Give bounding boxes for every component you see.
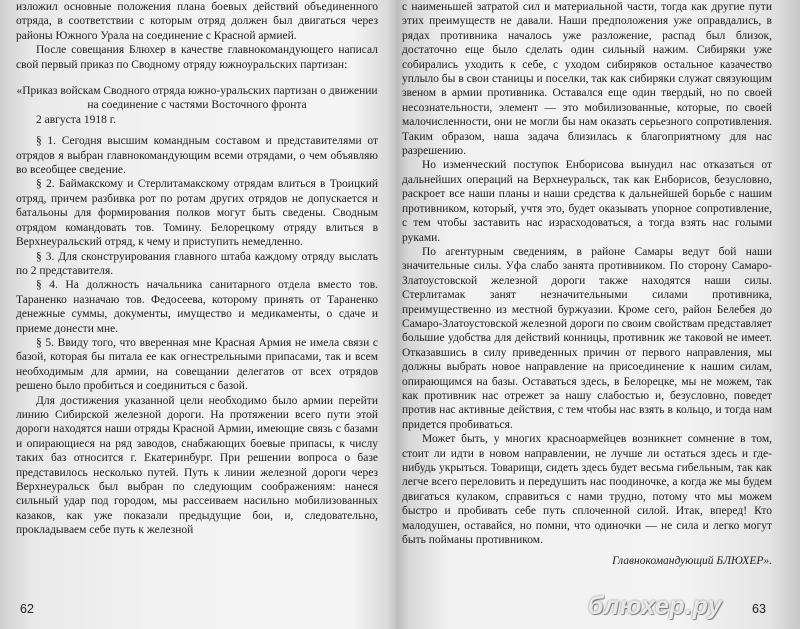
paragraph: § 3. Для сконструирования главного штаба каждому отряду выслать по 2 представителя. xyxy=(16,250,378,277)
paragraph: § 4. На должность начальника санитарного отдела вместо тов. Тараненко назначаю тов. Федосеева, которому принять от Тараненко денежные суммы, документы, имущество и медикаменты, о сдаче и приеме донести мне. xyxy=(16,279,378,335)
left-page xyxy=(16,0,378,538)
order-heading: «Приказ войскам Сводного отряда южно-уральских партизан о движении на соединение с частями Восточного фронта xyxy=(16,85,378,112)
order-date: 2 августа 1918 г. xyxy=(36,113,117,126)
paragraph: Но изменческий поступок Енборисова вынудил нас отказаться от дальнейших операций на Верхнеуральск, так как Енборисов, безусловно, раскроет все наши планы и наши средства к дальнейшей борьбе с нашим противником, который, учтя это, будет оказывать упорное сопротивление, с тем чтобы заставить нас израсходоваться, а тогда взять нас голыми руками. xyxy=(402,159,772,244)
signature: Главнокомандующий БЛЮХЕР». xyxy=(612,555,772,568)
paragraph: Может быть, у многих красноармейцев возникнет сомнение в том, стоит ли идти в новом направлении, не лучше ли остаться здесь и где-нибудь укрыться. Товарищи, сидеть здесь будет весьма гибельным, так как легче всего переловить и передушить нас поодиночке, а когда же мы будем двигаться кулаком, справиться с нами трудно, потому что мы можем быстро и пробивать себе путь сплоченной силой. Итак, вперед! Кто малодушен, оставайся, но помни, что одиночки — не сила и легко могут быть пойманы противником. xyxy=(402,433,772,547)
paragraph: Для достижения указанной цели необходимо было армии перейти линию Сибирской железной дороги. На протяжении всего пути этой дороги находятся наши отряды Красной Армии, имеющие связь с базами и опирающиеся на ряд заводов, снабжающих боевые припасы, к числу таких баз относится г. Екатеринбург. При решении вопроса о базе представилось несколько путей. Путь к линии железной дороги через Верхнеуральск был выбран по следующим соображениям: нанеся сильный удар под городом, мы рассеиваем насильно мобилизованных казаков, как уже показали предыдущие бои, и, следовательно, прокладываем себе путь к железной xyxy=(16,394,378,537)
page-number-right: 63 xyxy=(752,602,766,616)
paragraph: изложил основные положения плана боевых действий объединенного отряда, в соответствии с которым отряд должен был двигаться через районы Южного Урала на соединение с Красной армией. xyxy=(16,1,378,42)
watermark-logo: блюхер.ру xyxy=(588,592,723,620)
paragraph: После совещания Блюхер в качестве главнокомандующего написал свой первый приказ по Сводному отряду южноуральских партизан: xyxy=(16,44,378,71)
paragraph: § 5. Ввиду того, что вверенная мне Красная Армия не имела связи с базой, которая бы питала ее как огнестрельными припасами, так и всем необходимым для армии, на совещании делегатов от всех отрядов решено было пробиться и соединиться с базой. xyxy=(16,336,378,393)
page-number-left: 62 xyxy=(20,602,34,616)
paragraph: § 1. Сегодня высшим командным составом и представителями от отрядов я выбран главнокомандующим всеми отрядами, о чем объявляю во всеобщее сведение. xyxy=(16,135,378,177)
right-page xyxy=(402,0,772,569)
paragraph: § 2. Баймакскому и Стерлитамакскому отрядам влиться в Троицкий отряд, причем разбивка рот по ротам других отрядов не допускается и батальоны для формирования полков могут быть сведены. Сводным отрядом командовать тов. Томину. Белорецкому отряду влиться в Верхнеуральский отряд, к чему и приступить немедленно. xyxy=(16,178,378,249)
paragraph: с наименьшей затратой сил и материальной части, тогда как другие пути этих преимуществ не давали. Наши предположения уже оправдались, в рядах противника началось уже разложение, распад был близок, достаточно еще было сделать один сильный нажим. Сибиряки уже собирались уходить к себе, с уходом сибиряков остальное казачество уплыло бы в свои станицы и поселки, так как сибиряки служат связующим звеном в армии противника. Оставался еще один твердый, но по своей несознательности, элемент — это мобилизованные, которые, по своей малочисленности, они не могли бы нам оказать серьезного сопротивления. Таким образом, наша задача близилась к благоприятному для нас разрешению. xyxy=(402,1,772,158)
paragraph: По агентурным сведениям, в районе Самары ведут бой наши значительные силы. Уфа слабо занята противником. По сторону Самаро-Златоустовской железной дороги также находятся наши силы. Стерлитамак занят незначительными силами противника, преимущественно из местной буржуазии. Кроме сего, район Белебея до Самаро-Златоустовской железной дороги по своим свойствам представляет большие удобства для действий конницы, противник же таковой не имеет. Отказавшись в силу приведенных причин от первого направления, мы должны выбрать новое направление на присоединение к нашим силам, опирающимся на базы. Оставаться здесь, в Белорецке, мы не можем, так как противник нас отрежет за нашу слабостью и, безусловно, поведет против нас активные действия, с тем чтобы нас взять в кольцо, и тогда нам придется пробиваться. xyxy=(402,245,772,431)
